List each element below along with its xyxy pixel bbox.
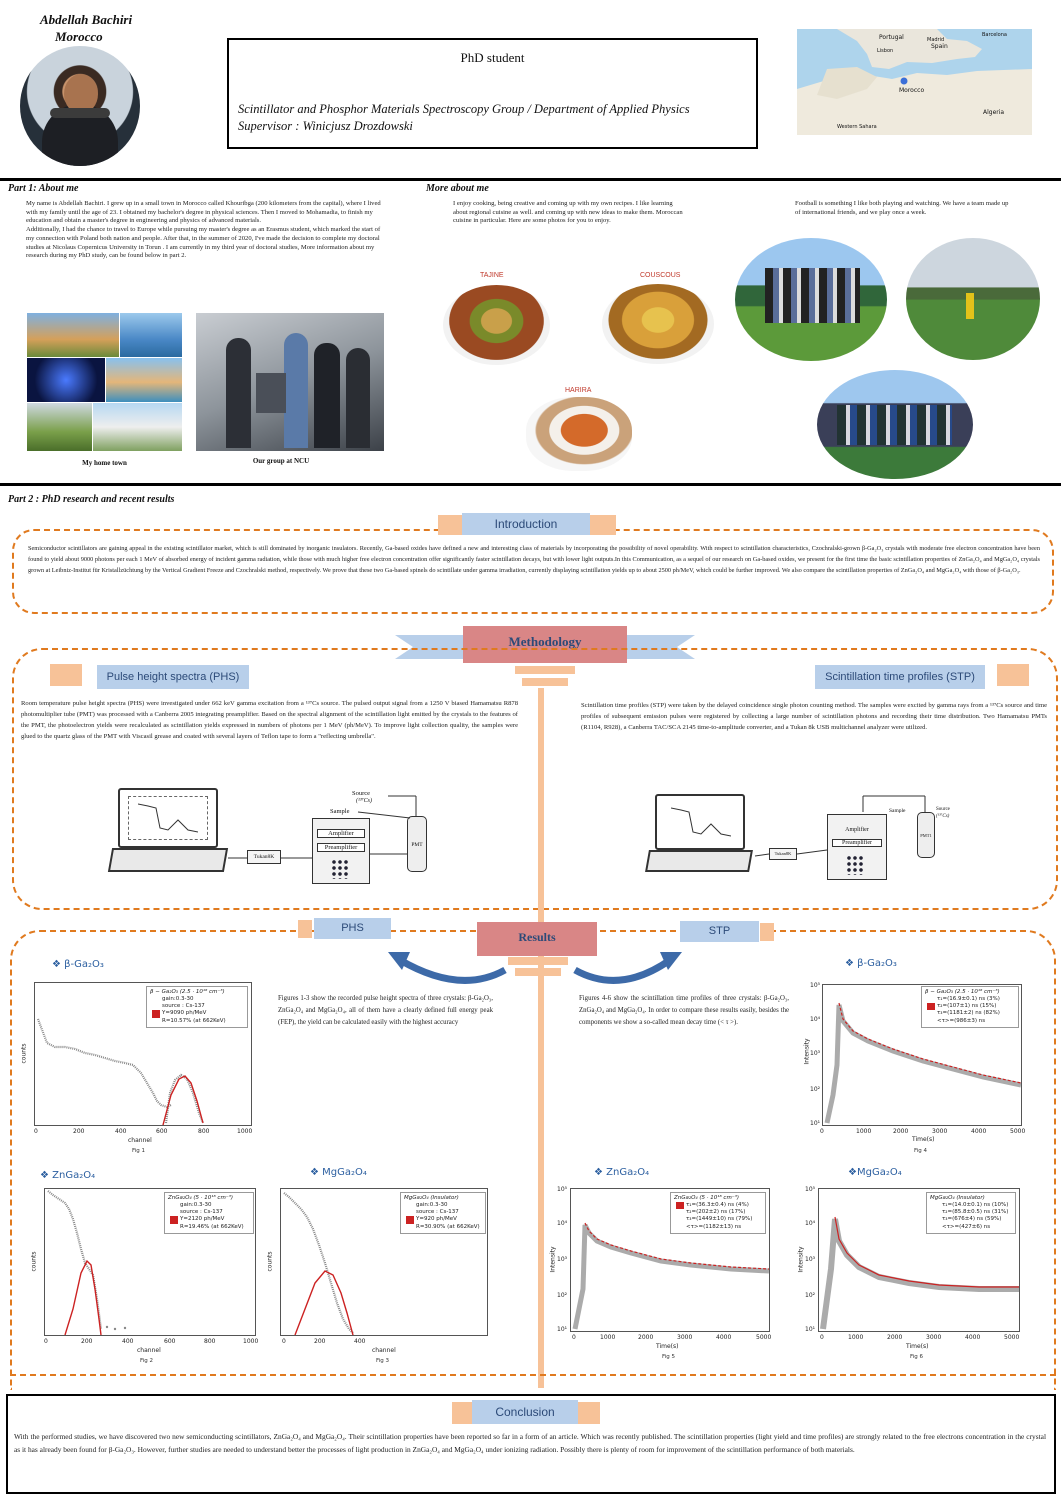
legend-line: τ₁=(16.9±0.1) ns (3%) xyxy=(937,996,1000,1003)
fig6-crystal: ❖MgGa₂O₄ xyxy=(848,1167,902,1178)
couscous-photo xyxy=(602,284,714,364)
map-label: Algeria xyxy=(983,109,1005,116)
fig6-ytick: 10⁴ xyxy=(805,1220,816,1227)
map-label: Madrid xyxy=(927,37,945,43)
fig5-xlabel: Time(s) xyxy=(656,1343,679,1350)
dish-label: TAJINE xyxy=(480,272,504,279)
legend-line: R=10.57% (at 662KeV) xyxy=(162,1017,226,1024)
legend-line: ZnGa₂O₄ (5 · 10¹⁸ cm⁻³) xyxy=(168,1195,234,1201)
fig3-xlabel: channel xyxy=(372,1347,396,1354)
fig3-xtick: 400 xyxy=(354,1338,366,1345)
dish-label: COUSCOUS xyxy=(640,272,681,279)
football-photo-1 xyxy=(735,238,887,361)
fig6-xtick: 5000 xyxy=(1004,1334,1020,1341)
stp-label: Scintillation time profiles (STP) xyxy=(815,665,985,689)
fig3-legend xyxy=(400,1192,486,1234)
fig2-ylabel: counts xyxy=(30,1251,38,1272)
fig6-ytick: 10² xyxy=(805,1292,816,1299)
stp-small-ornament xyxy=(760,923,774,941)
fig2-legend xyxy=(164,1192,254,1234)
fig1-xtick: 200 xyxy=(73,1128,85,1135)
fig6-xtick: 2000 xyxy=(887,1334,903,1341)
fig1-xtick: 600 xyxy=(156,1128,168,1135)
fig2-caption: Fig 2 xyxy=(140,1358,154,1364)
fig1-xtick: 800 xyxy=(198,1128,210,1135)
stp-small-label: STP xyxy=(680,921,759,942)
fig4-ytick: 10⁵ xyxy=(810,982,821,989)
fig5-crystal: ❖ ZnGa₂O₄ xyxy=(594,1167,650,1178)
phs-results-text: Figures 1-3 show the recorded pulse height spectra of three crystals: β-Ga₂O₃, ZnGa₂O₄ and MgGa₂O₄, all of them have a clearly defined full energy peak (FEP), the yield can be calculated easily with the highest accuracy xyxy=(278,995,493,1026)
divider xyxy=(0,178,1061,181)
harira-photo xyxy=(526,397,632,471)
fig3-crystal: ❖ MgGa₂O₄ xyxy=(310,1167,367,1178)
fig1-xtick: 400 xyxy=(115,1128,127,1135)
fig6-xtick: 0 xyxy=(820,1334,824,1341)
legend-line: gain:0.3-30 xyxy=(162,996,194,1003)
fig1-xtick: 1000 xyxy=(237,1128,253,1135)
fig5-legend xyxy=(670,1192,766,1234)
legend-line: MgGa₂O₄ (Insulator) xyxy=(404,1195,459,1201)
avatar xyxy=(20,46,140,166)
amplifier-label: Amplifier xyxy=(845,827,869,833)
results-label: Results xyxy=(518,930,556,944)
football-photo-3 xyxy=(817,370,973,479)
group-title: Scintillator and Phosphor Materials Spectroscopy Group / Department of Applied Physics xyxy=(238,102,690,116)
fig5-xtick: 5000 xyxy=(756,1334,772,1341)
fig4-xlabel: Time(s) xyxy=(912,1136,935,1143)
legend-line: τ₁=(14.0±0.1) ns (10%) xyxy=(942,1202,1009,1209)
fig6-xtick: 1000 xyxy=(848,1334,864,1341)
cooking-text: I enjoy cooking, being creative and coming up with my own recipes. I like learning about regional cuisine as well. and coming up with new ideas to make them. Moroccan cuisine in particular. Here are some photos for you to enjoy. xyxy=(453,200,683,225)
fig3-caption: Fig 3 xyxy=(376,1358,390,1364)
amplifier-label: Amplifier xyxy=(317,829,365,838)
intro-label: Introduction xyxy=(462,513,590,535)
fig4-ytick: 10² xyxy=(810,1086,821,1093)
legend-line: Y=920 ph/MeV xyxy=(406,1216,482,1223)
legend-line: gain:0.3-30 xyxy=(180,1202,212,1209)
fig5-xtick: 2000 xyxy=(638,1334,654,1341)
part1-text: My name is Abdellah Bachiri. I grew up in a small town in Morocco called Khouribga (200 kilometers from the capital), where I lived with my family until the age of 23. I obtained my bachelor's degree in physical sciences. Then I moved to Mohamadia, to finish my education and obtain a master's degree in engineering and physics of advanced materials. Additionally, I had the chance to travel to Europe while pursuing my master's degree as an Erasmus student, which marked the start of my connection with Poland both nation and people. After that, in the summer of 2020, I've made the decision to complete my doctoral studies at Nicolaus Copernicus University in Torun . I am currently in my third year of doctoral studies, More information about my research during my PhD study, can be found below in part 2. xyxy=(26,200,381,260)
fig2-xtick: 400 xyxy=(122,1338,134,1345)
isotope-label: (¹³⁷Cs) xyxy=(356,798,373,804)
fig6-caption: Fig 6 xyxy=(910,1354,924,1360)
intro-text: Semiconductor scintillators are gaining appeal in the existing scintillator market, which is still dominated by inorganic insulators. Recently, Ga-based oxides have defined a new and interesting class of materials by incorporating the possibility of novel operability. With respect to scintillation characteristics, Czochralski-grown β-Ga₂O₃ crystals with moderate free electron concentration have been found to yield about 9000 photons per each 1 MeV of absorbed energy of incident gamma radiation, while those with much higher free electron concentration offer significantly faster scintillation decays, but with lower light outputs.In this Communication, as a sequel of our research on Ga-based oxides, we present for the first time the basic scintillation properties of ZnGa₂O₄ and MgGa₂O₄ crystals grown at Leibniz-Institut für Kristallzüchtung by the Vertical Gradient Freeze and Czochralski method, respectively. We prove that these two Ga-based spinels do scintillate under gamma irradiation, currently displaying scintillation yields up to about 2500 ph/MeV, which could be further improved. We also compare the scintillation properties of ZnGa₂O₄ and MgGa₂O₄ with those of β-Ga₂O₃. xyxy=(28,545,1040,574)
phs-small-ornament xyxy=(298,920,312,938)
legend-line: Y=2120 ph/MeV xyxy=(170,1216,250,1223)
map-label: Morocco xyxy=(899,87,925,94)
fig3-xtick: 200 xyxy=(314,1338,326,1345)
legend-line: source : Cs-137 xyxy=(416,1209,459,1216)
map-label: Portugal xyxy=(879,34,904,41)
fig2-xtick: 0 xyxy=(44,1338,48,1345)
legend-line: τ₂=(202±2) ns (17%) xyxy=(686,1209,746,1216)
legend-line: R=30.90% (at 662KeV) xyxy=(416,1223,480,1230)
fig6-ylabel: Intensity xyxy=(797,1246,805,1273)
phs-method-text: Room temperature pulse height spectra (PHS) were investigated under 662 keV gamma excitation from a ¹³⁷Cs source. The pulsed output signal from a 1250 V biased Hamamatsu R878 photomultiplier tube (PMT) was processed with a Canberra 2005 integrating preamplifier. Based on the spectral alignment of the scintillation light emitted by the crystals to the features of the PMT, the photoelectron yields were recalculated as scintillation yields expressed in numbers of photons per 1 MeV (ph/MeV). To improve light collection quality, the samples were glued to the quartz glass of the PMT with Viscasil grease and coated with several layers of Teflon tape to form a "reflecting umbrella". xyxy=(21,700,518,741)
fig2-xtick: 1000 xyxy=(243,1338,259,1345)
fig4-ytick: 10³ xyxy=(810,1050,821,1057)
legend-line: τ₂=(107±1) ns (15%) xyxy=(927,1003,1015,1010)
methodology-label: Methodology xyxy=(508,634,582,649)
source-label: Source xyxy=(352,790,371,797)
fig4-xtick: 5000 xyxy=(1010,1128,1026,1135)
hometown-photo xyxy=(27,313,182,451)
phs-ornament xyxy=(50,664,82,686)
fig2-xtick: 200 xyxy=(81,1338,93,1345)
more-title: More about me xyxy=(426,183,489,194)
conclusion-text: With the performed studies, we have discovered two new semiconducting scintillators, ZnGa₂O₄ and MgGa₂O₄. Their scintillation properties have been reported so far in a form of an article. Which was recently published. The scintillation properties (light yield and time profiles) are strongly related to the free electrons concentration in the crystal as it has already been found for β-Ga₂O₃. However, further studies are needed to understand better the processes of light production in ZnGa₂O₄ and MgGa₂O₄ under ionizing radiation. Possibly there is plenty of room for improvement of the scintillation performance of both materials. xyxy=(14,1432,1046,1454)
legend-line: τ₃=(676±4) ns (59%) xyxy=(942,1216,1002,1223)
fig6-xtick: 3000 xyxy=(926,1334,942,1341)
legend-line: τ₁=(36.3±0.4) ns (4%) xyxy=(676,1202,762,1209)
fig6-legend xyxy=(926,1192,1016,1234)
fig5-ytick: 10⁴ xyxy=(557,1220,568,1227)
fig1-xlabel: channel xyxy=(128,1137,152,1144)
tajine-photo xyxy=(443,285,550,365)
legend-line: ZnGa₂O₄ (5 · 10¹⁸ cm⁻³) xyxy=(674,1195,740,1201)
fig5-ytick: 10³ xyxy=(557,1256,568,1263)
stp-results-text: Figures 4-6 show the scintillation time profiles of three crystals: β-Ga₂O₃, ZnGa₂O₄ and MgGa₂O₄. In order to compare these results easily, besides the components we show a so-called mean decay time (< τ >). xyxy=(579,995,789,1026)
legend-line: τ₃=(1449±10) ns (79%) xyxy=(686,1216,753,1223)
legend-line: source : Cs-137 xyxy=(162,1003,205,1010)
fig1-legend xyxy=(146,986,248,1028)
fig4-legend xyxy=(921,986,1019,1028)
football-text: Football is something I like both playing and watching. We have a team made up of international friends, and we play once a week. xyxy=(795,200,1009,216)
fig6-ytick: 10¹ xyxy=(805,1326,816,1333)
map-label: Lisbon xyxy=(877,48,894,54)
role-title: PhD student xyxy=(460,50,525,65)
caption-hometown: My home town xyxy=(82,459,127,467)
map xyxy=(797,29,1032,135)
fig2-xtick: 800 xyxy=(204,1338,216,1345)
fig5-caption: Fig 5 xyxy=(662,1354,676,1360)
legend-line: β − Ga₂O₃ (2.5 · 10¹⁸ cm⁻³) xyxy=(150,989,225,995)
football-photo-2 xyxy=(906,238,1040,360)
isotope-label: (¹³⁷Cs) xyxy=(936,814,950,819)
legend-line: τ₂=(85.8±0.5) ns (31%) xyxy=(942,1209,1009,1216)
fig3-xtick: 0 xyxy=(282,1338,286,1345)
legend-line: <τ>=(986±3) ns xyxy=(937,1017,986,1024)
fig1-caption: Fig 1 xyxy=(132,1148,146,1154)
tukan-label: Tukan8K xyxy=(253,854,275,860)
preamplifier-label: Preamplifier xyxy=(317,843,365,852)
fig6-ytick: 10³ xyxy=(805,1256,816,1263)
fig4-crystal: ❖ β-Ga₂O₃ xyxy=(845,958,897,969)
legend-line: <τ>=(1182±13) ns xyxy=(686,1223,742,1230)
fig4-xtick: 3000 xyxy=(932,1128,948,1135)
legend-line: β − Ga₂O₃ (2.5 · 10¹⁸ cm⁻³) xyxy=(925,989,1000,995)
author-name: Abdellah Bachiri xyxy=(40,12,133,27)
legend-line: source : Cs-137 xyxy=(180,1209,223,1216)
fig5-xtick: 1000 xyxy=(600,1334,616,1341)
sample-label: Sample xyxy=(330,808,350,815)
map-label: Barcelona xyxy=(982,32,1007,38)
fig4-xtick: 4000 xyxy=(971,1128,987,1135)
fig4-ytick: 10⁴ xyxy=(810,1016,821,1023)
fig6-xlabel: Time(s) xyxy=(906,1343,929,1350)
fig4-xtick: 1000 xyxy=(856,1128,872,1135)
legend-line: MgGa₂O₄ (Insulator) xyxy=(930,1195,985,1201)
source-label: Source xyxy=(936,807,950,812)
pmt-label: PMT1 xyxy=(920,833,932,838)
group-photo xyxy=(196,313,384,451)
fig5-ytick: 10² xyxy=(557,1292,568,1299)
fig4-ytick: 10¹ xyxy=(810,1120,821,1127)
fig4-xtick: 0 xyxy=(820,1128,824,1135)
pmt-label: PMT xyxy=(411,842,423,848)
stp-setup-diagram xyxy=(645,790,975,885)
fig5-ytick: 10⁵ xyxy=(557,1186,568,1193)
sample-label: Sample xyxy=(889,808,906,814)
title-box xyxy=(227,38,758,149)
caption-group: Our group at NCU xyxy=(252,457,310,465)
legend-line: Y=9090 ph/MeV xyxy=(152,1010,244,1017)
fig5-xtick: 0 xyxy=(572,1334,576,1341)
map-label: Spain xyxy=(931,43,948,50)
map-label: Western Sahara xyxy=(837,124,877,130)
fig3-ylabel: counts xyxy=(266,1251,274,1272)
results-box-bottom xyxy=(10,1374,1056,1376)
phs-small-label: PHS xyxy=(314,918,391,939)
fig1-ylabel: counts xyxy=(20,1043,28,1064)
tukan-label: Tukan8K xyxy=(774,851,792,856)
fig4-caption: Fig 4 xyxy=(914,1148,928,1154)
fig1-xtick: 0 xyxy=(34,1128,38,1135)
dish-label: HARIRA xyxy=(565,387,592,394)
preamplifier-label: Preamplifier xyxy=(832,839,882,847)
legend-line: τ₃=(1181±2) ns (82%) xyxy=(937,1010,1000,1017)
fig5-ytick: 10¹ xyxy=(557,1326,568,1333)
divider xyxy=(0,483,1061,486)
fig1-crystal: ❖ β-Ga₂O₃ xyxy=(52,959,104,970)
stp-ornament xyxy=(997,664,1029,686)
legend-line: <τ>=(427±6) ns xyxy=(942,1223,991,1230)
stp-method-text: Scintillation time profiles (STP) were taken by the delayed coincidence single photon counting method. The samples were excited by gamma rays from a ¹³⁷Cs source and time profiles of subsequent emission pulses were registered by collecting a large number of scintillation photons and recording their time distribution. Two Hamamatsu PMTs (R1104, R928), a Canberra TAC/SCA 2145 time-to-amplitude converter, and a Tukan 8k USB multichannel analyzer were utilized. xyxy=(581,702,1047,732)
author-country: Morocco xyxy=(55,29,103,44)
fig2-xlabel: channel xyxy=(137,1347,161,1354)
fig5-xtick: 4000 xyxy=(716,1334,732,1341)
phs-setup-diagram xyxy=(110,788,440,888)
part2-title: Part 2 : PhD research and recent results xyxy=(8,494,175,505)
legend-line: R=19.46% (at 662KeV) xyxy=(180,1223,244,1230)
fig4-xtick: 2000 xyxy=(893,1128,909,1135)
fig2-xtick: 600 xyxy=(164,1338,176,1345)
legend-line: gain:0.3-30 xyxy=(416,1202,448,1209)
fig5-ylabel: Intensity xyxy=(549,1246,557,1273)
supervisor-line: Supervisor : Winicjusz Drozdowski xyxy=(238,119,413,133)
fig4-ylabel: Intensity xyxy=(803,1038,811,1065)
fig6-xtick: 4000 xyxy=(965,1334,981,1341)
fig6-ytick: 10⁵ xyxy=(805,1186,816,1193)
phs-label: Pulse height spectra (PHS) xyxy=(97,665,249,689)
fig2-crystal: ❖ ZnGa₂O₄ xyxy=(40,1170,96,1181)
conclusion-label: Conclusion xyxy=(472,1400,578,1424)
part1-title: Part 1: About me xyxy=(8,183,79,194)
fig5-xtick: 3000 xyxy=(677,1334,693,1341)
